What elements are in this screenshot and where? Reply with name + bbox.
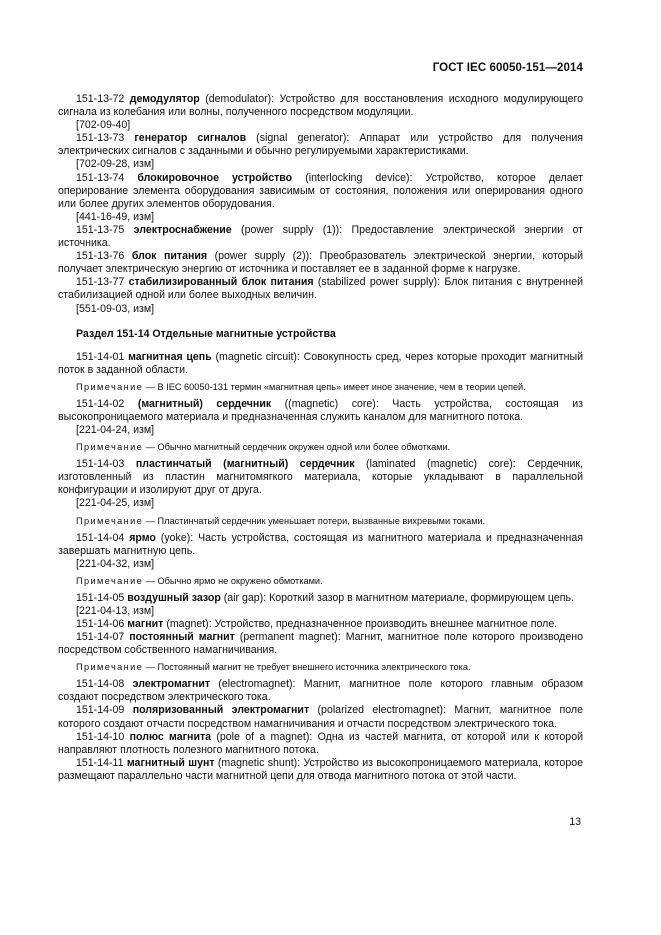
entry-term: стабилизированный блок питания: [128, 276, 314, 289]
entry-id: 151-14-07: [76, 631, 125, 644]
entry-id: 151-13-74: [76, 171, 125, 184]
entry-151-13-75: [58, 224, 583, 250]
entry-definition: (magnetic circuit): Совокупность сред, через которые проходит магнитный поток в заданной области.: [58, 350, 583, 376]
entry-term: демодулятор: [129, 93, 200, 105]
entry-definition: (magnetic shunt): Устройство из высокопроницаемого материала, которое размещают параллельно части магнитной цепи для отвода магнитного потока от этой части.: [58, 756, 583, 782]
entry-term: поляризованный электромагнит: [132, 704, 310, 717]
entry-definition: (polarized electromagnet): Магнит, магнитное поле которого создают отчасти посредством намагничивания и отчасти посредством электрического тока.: [58, 704, 584, 730]
page-header: ГОСТ IEC 60050-151—2014: [432, 62, 583, 74]
entry-151-14-02: [58, 398, 583, 424]
entry-definition: (signal generator): Аппарат или устройство для получения электрических сигналов с заданными и обычно регулируемыми характеристиками.: [58, 132, 583, 158]
entry-151-14-10: [58, 731, 583, 757]
entry-term: магнитный шунт: [126, 756, 215, 769]
entry-note: [58, 515, 583, 527]
entry-id: 151-14-02: [76, 397, 125, 410]
note-label: Примечание: [76, 662, 144, 673]
entry-term: магнит: [127, 618, 164, 630]
entry-reference: [221-04-13, изм]: [76, 604, 155, 617]
entry-id: 151-14-01: [76, 350, 125, 363]
entry-id: 151-14-11: [76, 756, 124, 769]
entry-id: 151-13-72: [76, 93, 125, 105]
entry-151-14-05: [58, 592, 583, 605]
entry-151-13-73: [58, 132, 583, 158]
entry-151-14-11: [58, 757, 583, 783]
entry-definition: (yoke): Часть устройства, состоящая из магнитного материала и предназначенная завершать магнитную цепь.: [58, 531, 583, 557]
entry-id: 151-14-09: [76, 704, 125, 717]
note-text: Обычно магнитный сердечник окружен одной или более обмотками.: [157, 442, 451, 453]
note-label: Примечание: [76, 442, 144, 453]
section-heading: Раздел 151-14 Отдельные магнитные устройства: [76, 327, 336, 340]
page-number: 13: [569, 816, 581, 828]
entry-term: полюс магнита: [129, 730, 212, 743]
entry-term: блокировочное устройство: [137, 171, 293, 184]
entry-id: 151-14-03: [76, 458, 125, 471]
entry-reference: [221-04-25, изм]: [76, 497, 155, 510]
entry-definition: (electromagnet): Магнит, магнитное поле которого главным образом создают посредством электрического тока.: [58, 678, 584, 704]
entry-term: магнитная цепь: [128, 350, 212, 363]
entry-definition: (power supply (1)): Предоставление электрической энергии от источника.: [58, 223, 584, 250]
entry-reference: [221-04-32, изм]: [76, 557, 155, 570]
entry-reference: [551-09-03, изм]: [76, 302, 155, 315]
note-dash: —: [145, 662, 155, 673]
entry-definition: (demodulator): Устройство для восстановления исходного модулирующего сигнала из колебания или волны, полученного посредством модуляции.: [58, 93, 583, 119]
entry-id: 151-14-08: [76, 678, 125, 691]
entry-151-14-07: [58, 631, 583, 657]
entry-definition: (air gap): Короткий зазор в магнитном материале, формирующем цепь.: [220, 591, 574, 604]
entry-term: ярмо: [129, 531, 156, 544]
entry-reference: [702-09-28, изм]: [76, 158, 155, 171]
entry-term: генератор сигналов: [134, 132, 247, 145]
entry-term: электроснабжение: [133, 223, 232, 236]
entry-term: пластинчатый (магнитный) сердечник: [135, 458, 355, 471]
entry-term: (магнитный) сердечник: [137, 397, 272, 410]
entry-id: 151-13-73: [76, 132, 125, 145]
entry-reference: [441-16-49, изм]: [76, 210, 155, 223]
entry-reference: [221-04-24, изм]: [76, 424, 155, 437]
entry-definition: (stabilized power supply): Блок питания с внутренней стабилизацией одной или более выходных величин.: [58, 276, 583, 302]
entry-id: 151-13-75: [76, 223, 125, 236]
entry-definition: (pole of a magnet): Одна из частей магнита, от которой или к которой направляют плотность полезного магнитного потока.: [58, 730, 584, 756]
entry-id: 151-14-10: [76, 730, 125, 743]
entry-term: блок питания: [131, 250, 208, 263]
entry-151-13-74: [58, 172, 583, 211]
entry-151-13-72: [58, 93, 583, 119]
entry-term: электромагнит: [132, 678, 211, 691]
entry-term: постоянный магнит: [129, 631, 235, 644]
note-label: Примечание: [76, 515, 144, 526]
note-text: Обычно ярмо не окружено обмотками.: [157, 575, 323, 586]
note-dash: —: [145, 381, 155, 392]
note-text: В IEC 60050-131 термин «магнитная цепь» имеет иное значение, чем в теории цепей.: [157, 381, 526, 392]
entry-definition: (interlocking device): Устройство, которое делает оперирование элемента оборудования зависимым от состояния, положения или оперирования одного или более других элементов оборудования.: [58, 171, 583, 210]
entry-id: 151-13-76: [76, 250, 125, 263]
entry-definition: (magnet): Устройство, предназначенное производить внешнее магнитное поле.: [163, 618, 558, 630]
note-text: Пластинчатый сердечник уменьшает потери, вызванные вихревыми токами.: [157, 515, 486, 526]
entry-id: 151-13-77: [76, 276, 125, 289]
entry-id: 151-14-05: [76, 591, 125, 604]
page-content: [58, 93, 583, 783]
entry-151-14-06: [58, 618, 583, 631]
entry-151-14-09: [58, 704, 583, 730]
entry-note: [58, 441, 583, 453]
entry-note: [58, 575, 583, 587]
entry-reference: [702-09-40]: [76, 119, 131, 132]
entry-definition: (laminated (magnetic) core): Сердечник, изготовленный из пластин магнитомягкого материала, которые укладывают в параллельной конфигурации и изолируют друг от друга.: [58, 458, 583, 497]
entry-definition: (permanent magnet): Магнит, магнитное поле которого производено посредством собственного намагничивания.: [58, 631, 583, 657]
entry-151-13-76: [58, 250, 583, 276]
note-dash: —: [145, 442, 155, 453]
entry-151-13-77: [58, 276, 583, 302]
note-dash: —: [145, 515, 155, 526]
entry-definition: ((magnetic) core): Часть устройства, состоящая из высокопроницаемого материала и предназначенная служить каналом для магнитного потока.: [58, 397, 583, 423]
entry-term: воздушный зазор: [127, 591, 221, 604]
entry-note: [58, 381, 583, 393]
entry-151-14-03: [58, 458, 583, 497]
note-label: Примечание: [76, 381, 144, 392]
note-label: Примечание: [76, 575, 144, 586]
note-dash: —: [145, 575, 155, 586]
note-text: Постоянный магнит не требует внешнего источника электрического тока.: [157, 662, 471, 673]
entry-151-14-04: [58, 532, 583, 558]
entry-151-14-01: [58, 351, 583, 377]
entry-note: [58, 661, 583, 673]
entry-id: 151-14-06: [76, 618, 125, 630]
entry-151-14-08: [58, 678, 583, 704]
entry-id: 151-14-04: [76, 531, 125, 544]
entry-definition: (power supply (2)): Преобразователь электрической энергии, который получает электрическую энергию от источника и поставляет ее в заданной форме к нагрузке.: [58, 250, 583, 276]
